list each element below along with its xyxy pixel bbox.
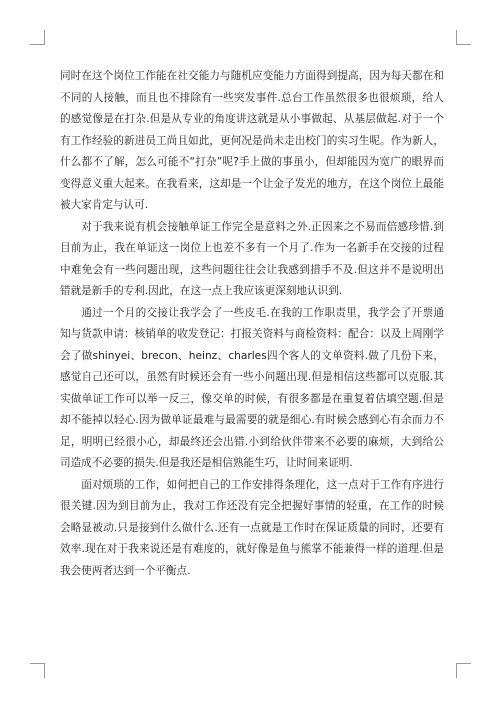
- document-body: [60, 66, 444, 582]
- crop-mark-bottom-left: [30, 663, 45, 678]
- crop-mark-top-right: [456, 30, 471, 45]
- paragraph-2: 对于我来说有机会接触单证工作完全是意料之外.正因来之不易而倍感珍惜.到目前为止，我在单证这一岗位上也差不多有一个月了.作为一名新手在交接的过程中难免会有一些问题出现，这些问题往往会让我感到措手不及.但这并不是说明出错就是新手的专利.因此，在这一点上我应该更深刻地认识到.: [60, 220, 444, 297]
- paragraph-3: 通过一个月的交接让我学会了一些皮毛.在我的工作职责里，我学会了开票通知与货款申请：核销单的收发登记：打报关资料与商检资料：配合：以及上周刚学会了做shinyei、brecon、heinz、charles四个客人的文单资料.做了几份下来，感觉自己还可以，虽然有时候还会有一些小问题出现.但是相信这些都可以克服.其实做单证工作可以举一反三，像交单的时候，有很多都是在重复着估填空题.但是却不能掉以轻心.因为做单证最难与最需要的就是细心.有时候会感到心有余而力不足，明明已经很小心，却最终还会出错.小到给伙伴带来不必要的麻烦，大到给公司造成不必要的损失.但是我还是相信熟能生巧，让时间来证明.: [60, 306, 444, 469]
- crop-mark-top-left: [30, 30, 45, 45]
- crop-mark-bottom-right: [456, 663, 471, 678]
- paragraph-4: 面对烦琐的工作，如何把自己的工作安排得条理化，这一点对于工作有序进行很关键.因为到目前为止，我对工作还没有完全把握好事情的轻重，在工作的时候会略显被动.只是接到什么做什么.还有一点就是工作时在保证质量的同时，还要有效率.现在对于我来说还是有难度的，就好像是鱼与熊掌不能兼得一样的道理.但是我会使两者达到一个平衡点.: [60, 478, 444, 577]
- paragraph-1: 同时在这个岗位工作能在社交能力与随机应变能力方面得到提高，因为每天都在和不同的人接触，而且也不排除有一些突发事件.总台工作虽然很多也很烦琐，给人的感觉像是在打杂.但是从专业的角度讲这就是从小事做起、从基层做起.对于一个有工作经验的新进员工尚且如此，更何况是尚未走出校门的实习生呢。作为新人，什么都不了解，怎么可能不“打杂”呢?手上做的事虽小，但却能因为宽广的眼界而变得意义重大起来。在我看来，这却是一个让金子发光的地方，在这个岗位上最能被大家肯定与认可.: [60, 70, 444, 211]
